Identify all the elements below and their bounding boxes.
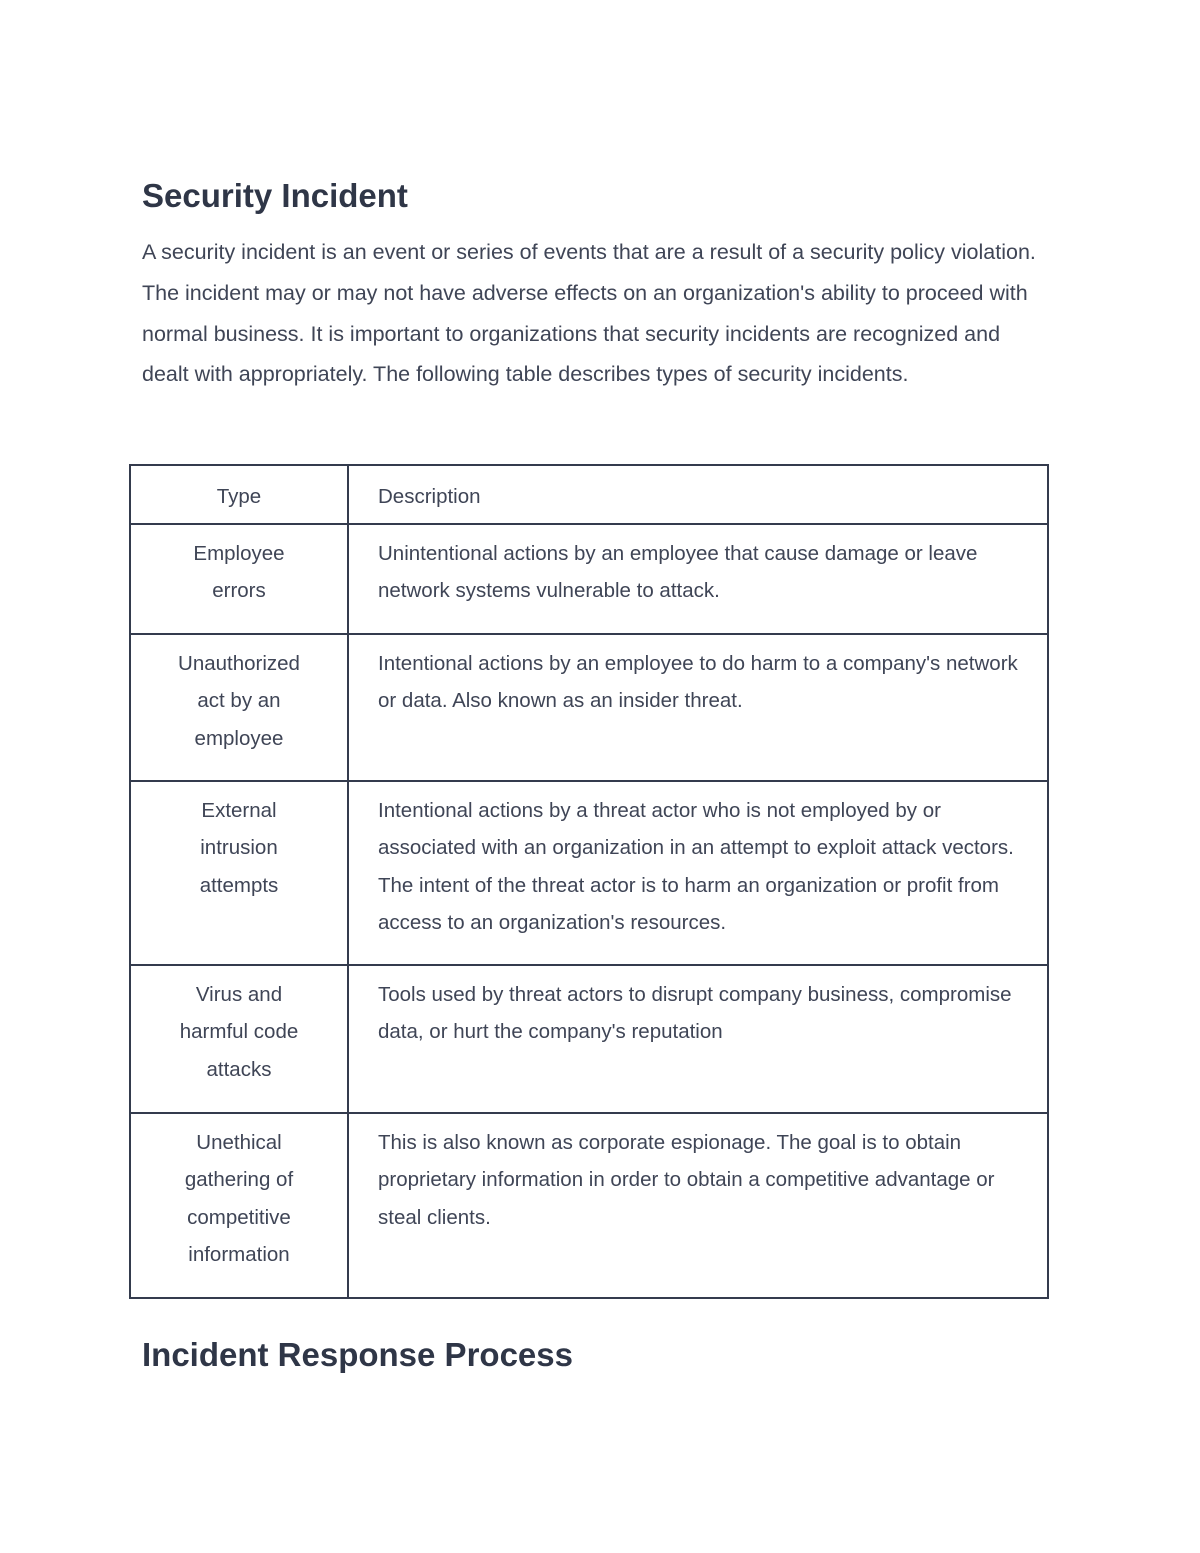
type-text: Unethical gathering of competitive information: [184, 1131, 294, 1266]
incident-types-table: [129, 464, 1049, 1299]
table-row: [130, 781, 1048, 965]
description-cell: [348, 965, 1048, 1113]
type-cell: [130, 1113, 348, 1298]
description-text: Intentional actions by a threat actor who is not employed by or associated with an organization in an attempt to exploit attack vectors. The intent of the threat actor is to harm an organization or profit from access to an organization's resources.: [378, 799, 1014, 934]
header-cell-description: [348, 465, 1048, 524]
description-text: Tools used by threat actors to disrupt company business, compromise data, or hurt the company's reputation: [378, 983, 1012, 1044]
description-cell: [348, 634, 1048, 781]
table-row: [130, 524, 1048, 634]
type-text: Employee errors: [193, 542, 285, 603]
description-text: Unintentional actions by an employee that cause damage or leave network systems vulnerable to attack.: [378, 542, 978, 603]
type-text: External intrusion attempts: [199, 799, 279, 897]
header-cell-type: [130, 465, 348, 524]
intro-paragraph: A security incident is an event or series of events that are a result of a security policy violation. The incident may or may not have adverse effects on an organization's ability to proceed with normal business. It is important to organizations that security incidents are recognized and dealt with appropriately. The following table describes types of security incidents.: [142, 240, 1036, 387]
type-text: Unauthorized act by an employee: [178, 652, 300, 750]
description-text: This is also known as corporate espionage. The goal is to obtain proprietary information in order to obtain a competitive advantage or steal clients.: [378, 1131, 995, 1229]
type-cell: [130, 965, 348, 1113]
type-cell: [130, 524, 348, 634]
table-header-row: [130, 465, 1048, 524]
description-cell: [348, 1113, 1048, 1298]
type-text: Virus and harmful code attacks: [179, 983, 299, 1081]
section-title-incident-response-process: Incident Response Process: [142, 1336, 573, 1373]
type-cell: [130, 634, 348, 781]
header-type-label: Type: [216, 485, 262, 508]
table-row: [130, 634, 1048, 781]
section-title-security-incident: Security Incident: [142, 177, 408, 214]
header-description-label: Description: [378, 485, 481, 508]
description-text: Intentional actions by an employee to do harm to a company's network or data. Also known as an insider threat.: [378, 652, 1018, 713]
description-cell: [348, 781, 1048, 965]
type-cell: [130, 781, 348, 965]
description-cell: [348, 524, 1048, 634]
table-row: [130, 965, 1048, 1113]
table-row: [130, 1113, 1048, 1298]
